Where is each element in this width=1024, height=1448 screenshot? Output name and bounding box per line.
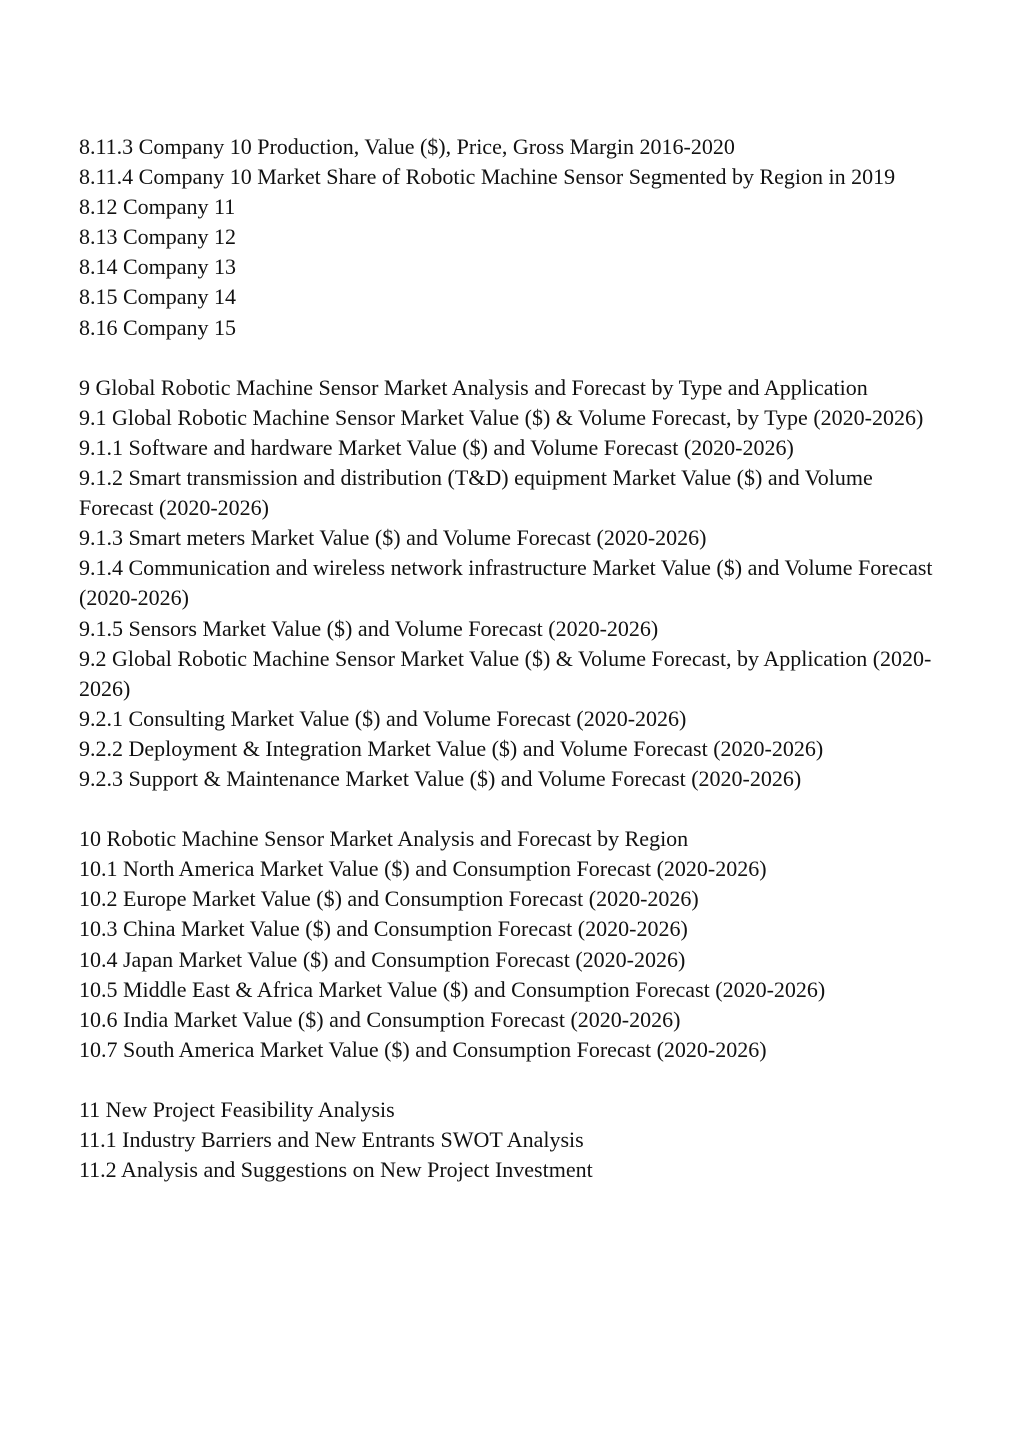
toc-line: 11.1 Industry Barriers and New Entrants SWOT Analysis	[79, 1127, 584, 1153]
section-spacer	[79, 1065, 949, 1095]
toc-line: 9 Global Robotic Machine Sensor Market Analysis and Forecast by Type and Application	[79, 374, 868, 400]
toc-line: 11.2 Analysis and Suggestions on New Project Investment	[79, 1157, 593, 1183]
toc-line: 8.12 Company 11	[79, 194, 236, 220]
toc-line: 10.3 China Market Value ($) and Consumption Forecast (2020-2026)	[79, 916, 688, 942]
table-of-contents	[79, 132, 949, 1185]
toc-line: 9.1.4 Communication and wireless network infrastructure Market Value ($) and Volume Forecast (2020-2026)	[79, 555, 933, 611]
toc-line: 9.1.2 Smart transmission and distribution (T&D) equipment Market Value ($) and Volume Forecast (2020-2026)	[79, 465, 873, 521]
toc-line: 9.2.2 Deployment & Integration Market Value ($) and Volume Forecast (2020-2026)	[79, 735, 824, 761]
toc-line: 8.16 Company 15	[79, 314, 237, 340]
toc-line: 8.13 Company 12	[79, 224, 237, 250]
toc-line: 10.7 South America Market Value ($) and Consumption Forecast (2020-2026)	[79, 1036, 767, 1062]
toc-line: 8.11.4 Company 10 Market Share of Robotic Machine Sensor Segmented by Region in 2019	[79, 164, 896, 190]
toc-line: 9.2 Global Robotic Machine Sensor Market Value ($) & Volume Forecast, by Application (2020-2026)	[79, 645, 932, 701]
section-spacer	[79, 794, 949, 824]
toc-line: 8.14 Company 13	[79, 254, 237, 280]
toc-line: 10 Robotic Machine Sensor Market Analysis and Forecast by Region	[79, 826, 689, 852]
toc-line: 10.2 Europe Market Value ($) and Consumption Forecast (2020-2026)	[79, 886, 699, 912]
toc-line: 8.11.3 Company 10 Production, Value ($), Price, Gross Margin 2016-2020	[79, 134, 735, 159]
toc-line: 9.1.3 Smart meters Market Value ($) and Volume Forecast (2020-2026)	[79, 525, 707, 551]
toc-line: 9.1 Global Robotic Machine Sensor Market Value ($) & Volume Forecast, by Type (2020-2026)	[79, 404, 924, 430]
toc-line: 10.6 India Market Value ($) and Consumption Forecast (2020-2026)	[79, 1006, 681, 1032]
toc-line: 8.15 Company 14	[79, 284, 237, 310]
toc-line: 10.1 North America Market Value ($) and Consumption Forecast (2020-2026)	[79, 856, 767, 882]
section-spacer	[79, 343, 949, 373]
toc-line: 9.2.3 Support & Maintenance Market Value ($) and Volume Forecast (2020-2026)	[79, 765, 802, 791]
document-page	[79, 132, 949, 1185]
toc-line: 9.1.1 Software and hardware Market Value ($) and Volume Forecast (2020-2026)	[79, 434, 794, 460]
toc-line: 9.1.5 Sensors Market Value ($) and Volume Forecast (2020-2026)	[79, 615, 659, 641]
toc-line: 9.2.1 Consulting Market Value ($) and Volume Forecast (2020-2026)	[79, 705, 687, 731]
toc-line: 11 New Project Feasibility Analysis	[79, 1097, 395, 1122]
toc-line: 10.4 Japan Market Value ($) and Consumption Forecast (2020-2026)	[79, 946, 686, 972]
toc-line: 10.5 Middle East & Africa Market Value ($) and Consumption Forecast (2020-2026)	[79, 976, 826, 1002]
